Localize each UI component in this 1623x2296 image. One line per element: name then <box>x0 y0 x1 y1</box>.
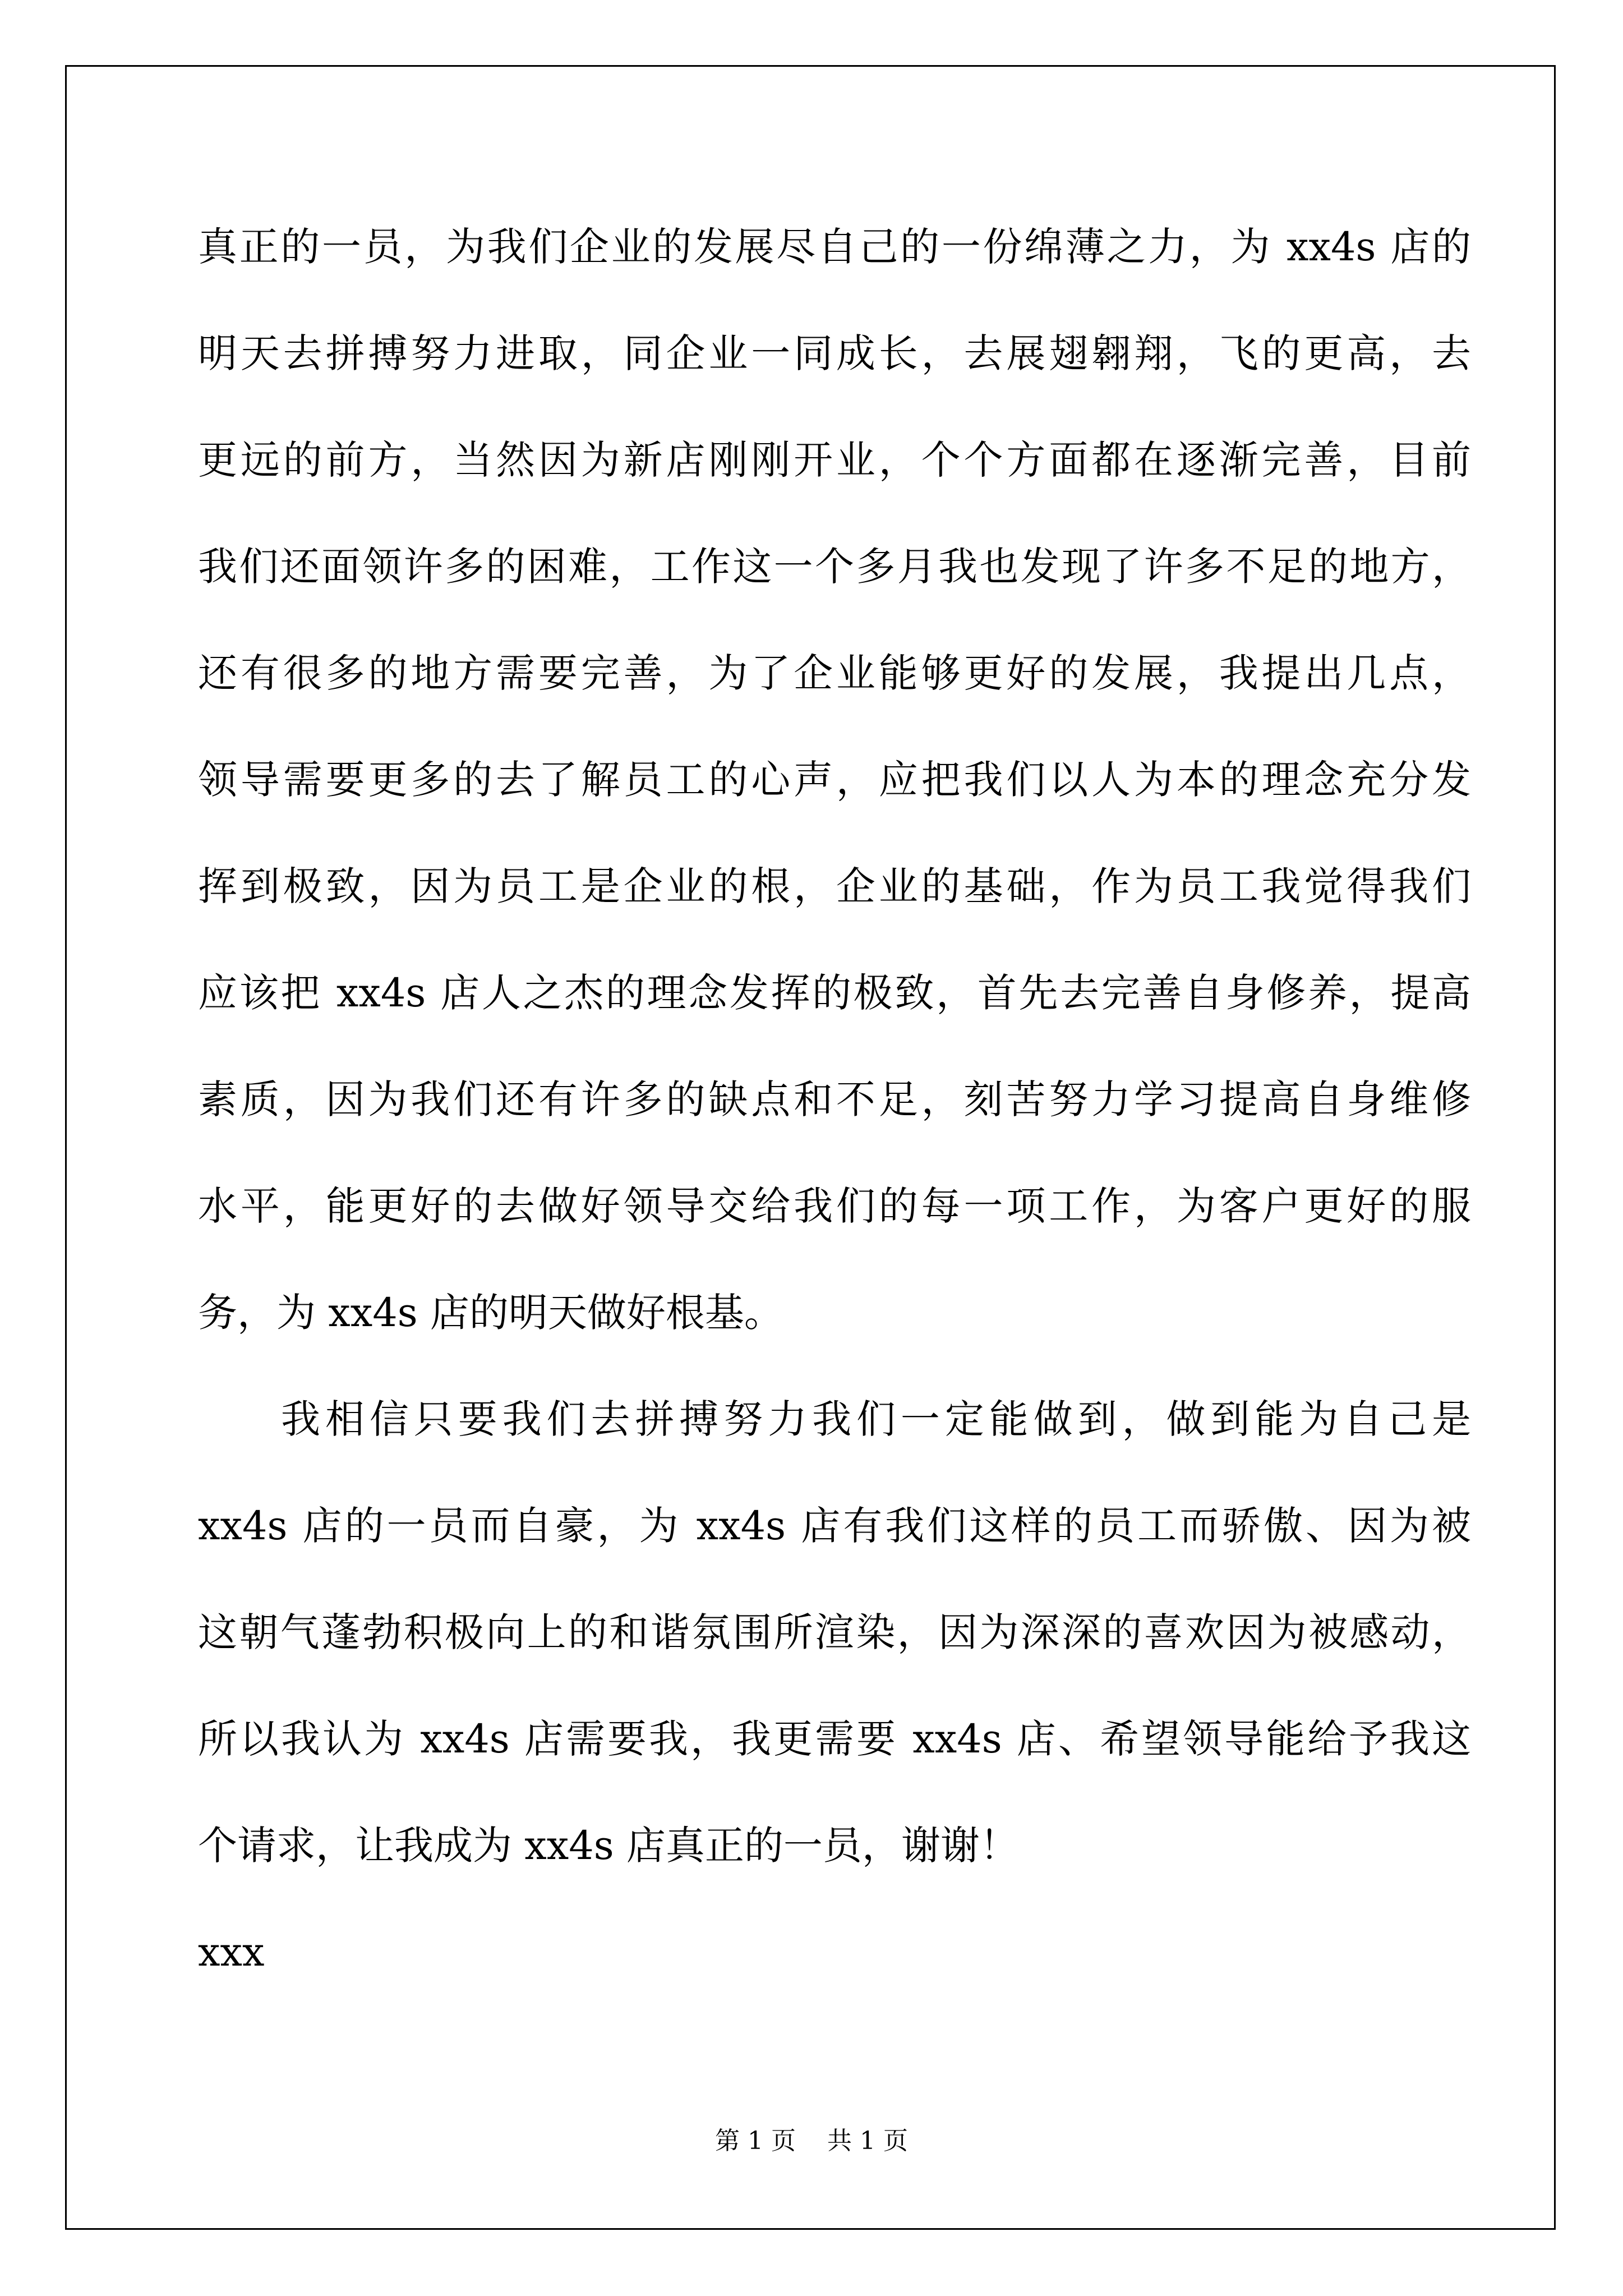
text-line: 领导需要更多的去了解员工的心声，应把我们以人为本的理念充分发 <box>198 757 1471 803</box>
document-body <box>198 213 1471 2025</box>
text-line: 这朝气蓬勃积极向上的和谐氛围所渲染，因为深深的喜欢因为被感动， <box>198 1609 1471 1655</box>
page-number-current: 第 1 页 <box>715 2127 796 2155</box>
text-line: 个请求，让我成为 xx4s 店真正的一员，谢谢！ <box>198 1823 1019 1869</box>
text-line: 挥到极致，因为员工是企业的根，企业的基础，作为员工我觉得我们 <box>198 863 1471 909</box>
page-number-total: 共 1 页 <box>827 2127 908 2155</box>
text-line: 我相信只要我们去拼搏努力我们一定能做到，做到能为自己是 <box>281 1396 1471 1442</box>
text-line: 水平，能更好的去做好领导交给我们的每一项工作，为客户更好的服 <box>198 1183 1471 1229</box>
text-line: 还有很多的地方需要完善，为了企业能够更好的发展，我提出几点， <box>198 650 1471 696</box>
text-line: 我们还面领许多的困难，工作这一个多月我也发现了许多不足的地方， <box>198 544 1471 590</box>
page-footer <box>0 2120 1623 2156</box>
text-line: 务，为 xx4s 店的明天做好根基。 <box>198 1290 783 1336</box>
text-line: 所以我认为 xx4s 店需要我，我更需要 xx4s 店、希望领导能给予我这 <box>198 1716 1471 1762</box>
text-line: 应该把 xx4s 店人之杰的理念发挥的极致，首先去完善自身修养，提高 <box>198 970 1471 1016</box>
text-line: 真正的一员，为我们企业的发展尽自己的一份绵薄之力，为 xx4s 店的 <box>198 224 1471 270</box>
text-line: 素质，因为我们还有许多的缺点和不足，刻苦努力学习提高自身维修 <box>198 1076 1471 1122</box>
text-line: 明天去拼搏努力进取，同企业一同成长，去展翅翱翔，飞的更高，去 <box>198 330 1471 376</box>
signature-text: xxx <box>198 1929 265 1975</box>
text-line: xx4s 店的一员而自豪，为 xx4s 店有我们这样的员工而骄傲、因为被 <box>198 1503 1471 1549</box>
text-line: 更远的前方，当然因为新店刚刚开业，个个方面都在逐渐完善，目前 <box>198 437 1471 483</box>
